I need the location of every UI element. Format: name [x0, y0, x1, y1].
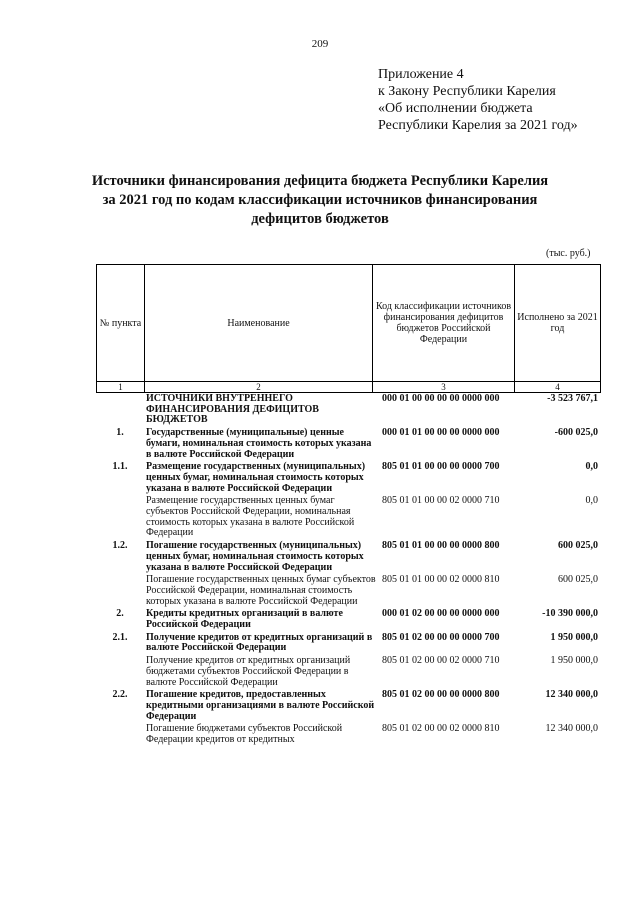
col-number-3: 3: [373, 382, 515, 393]
table-header: [96, 264, 601, 393]
header-value: Исполнено за 2021 год: [515, 265, 601, 382]
row-name: Погашение кредитов, предоставленных кредитными организациями в валюте Российской Федерации: [146, 689, 375, 722]
row-name: Получение кредитов от кредитных организаций в валюте Российской Федерации: [146, 631, 373, 654]
table-row: [96, 394, 600, 428]
appendix-line-3: «Об исполнении бюджета: [378, 101, 533, 116]
row-code: 805 01 01 00 00 00 0000 800: [382, 540, 500, 552]
row-code: 805 01 01 00 00 02 0000 810: [382, 574, 500, 586]
row-value: 1 950 000,0: [550, 655, 598, 667]
row-value: -600 025,0: [554, 427, 598, 439]
table-row: [96, 690, 600, 724]
header-code: Код классификации источников финансирования дефицитов бюджетов Российской Федерации: [373, 265, 515, 382]
row-number: [96, 394, 144, 428]
document-title: [90, 172, 550, 229]
row-code: 000 01 00 00 00 00 0000 000: [382, 393, 500, 404]
table-row: [96, 609, 600, 632]
row-number: 2.1.: [112, 631, 128, 643]
title-line-1: Источники финансирования дефицита бюджета Республики Карелия: [91, 173, 549, 189]
row-value: 600 025,0: [558, 540, 598, 552]
row-number: 2.2.: [112, 689, 128, 701]
row-value: 12 340 000,0: [545, 689, 598, 701]
row-value: 0,0: [585, 495, 598, 507]
row-name: ИСТОЧНИКИ ВНУТРЕННЕГО ФИНАНСИРОВАНИЯ ДЕФИЦИТОВ БЮДЖЕТОВ: [146, 393, 319, 426]
row-code: 805 01 02 00 00 02 0000 710: [382, 655, 500, 667]
table-row: [96, 428, 600, 462]
row-value: -10 390 000,0: [542, 608, 598, 620]
row-number: 1.2.: [112, 540, 128, 552]
table-row: [96, 724, 600, 747]
col-number-4: 4: [515, 382, 601, 393]
appendix-line-2: к Закону Республики Карелия: [378, 84, 556, 99]
row-code: 805 01 01 00 00 00 0000 700: [382, 461, 500, 473]
row-number: [96, 575, 144, 609]
row-number: [96, 656, 144, 690]
table-row: [96, 496, 600, 541]
row-code: 805 01 02 00 00 00 0000 700: [382, 631, 500, 643]
row-name: Погашение государственных ценных бумаг субъектов Российской Федерации, номинальная стоимость которых указана в валюте Российской Федерации: [146, 574, 376, 607]
row-code: 000 01 01 00 00 00 0000 000: [382, 427, 500, 439]
row-name: Погашение государственных (муниципальных) ценных бумаг, номинальная стоимость которых указана в валюте Российской Федерации: [146, 540, 364, 573]
row-value: -3 523 767,1: [547, 393, 598, 404]
appendix-line-1: Приложение 4: [378, 67, 464, 82]
row-value: 12 340 000,0: [545, 723, 598, 735]
table-row: [96, 541, 600, 575]
row-name: Кредиты кредитных организаций в валюте Российской Федерации: [146, 608, 343, 631]
row-code: 805 01 02 00 00 02 0000 810: [382, 723, 500, 735]
row-number: [96, 496, 144, 541]
title-line-3: дефицитов бюджетов: [251, 211, 389, 227]
row-value: 1 950 000,0: [550, 631, 598, 643]
col-number-2: 2: [145, 382, 373, 393]
header-num: № пункта: [97, 265, 145, 382]
table-row: [96, 633, 600, 656]
row-number: 1.: [116, 427, 124, 439]
appendix-header: [378, 66, 578, 134]
row-name: Размещение государственных (муниципальных) ценных бумаг, номинальная стоимость которых указана в валюте Российской Федерации: [146, 461, 366, 494]
col-number-1: 1: [97, 382, 145, 393]
title-line-2: за 2021 год по кодам классификации источников финансирования: [102, 192, 538, 208]
row-number: [96, 724, 144, 747]
table-row: [96, 462, 600, 496]
row-code: 000 01 02 00 00 00 0000 000: [382, 608, 500, 620]
row-value: 0,0: [585, 461, 598, 473]
row-name: Государственные (муниципальные) ценные бумаги, номинальная стоимость которых указана в валюте Российской Федерации: [146, 427, 372, 460]
row-number: 2.: [116, 608, 124, 620]
row-number: 1.1.: [112, 461, 128, 473]
appendix-line-4: Республики Карелия за 2021 год»: [378, 118, 578, 133]
row-code: 805 01 01 00 00 02 0000 710: [382, 495, 500, 507]
header-name: Наименование: [145, 265, 373, 382]
table-body: [96, 394, 600, 748]
table-row: [96, 575, 600, 609]
row-value: 600 025,0: [558, 574, 598, 586]
units-label: (тыс. руб.): [546, 248, 591, 259]
table-row: [96, 656, 600, 690]
row-name: Получение кредитов от кредитных организаций бюджетами субъектов Российской Федерации в валюте Российской Федерации: [146, 655, 351, 688]
page-number: 209: [311, 38, 329, 50]
row-name: Размещение государственных ценных бумаг субъектов Российской Федерации, номинальная стоимость которых указана в валюте Российской Федерации: [146, 495, 355, 539]
row-code: 805 01 02 00 00 00 0000 800: [382, 689, 500, 701]
row-name: Погашение бюджетами субъектов Российской Федерации кредитов от кредитных: [146, 723, 343, 746]
